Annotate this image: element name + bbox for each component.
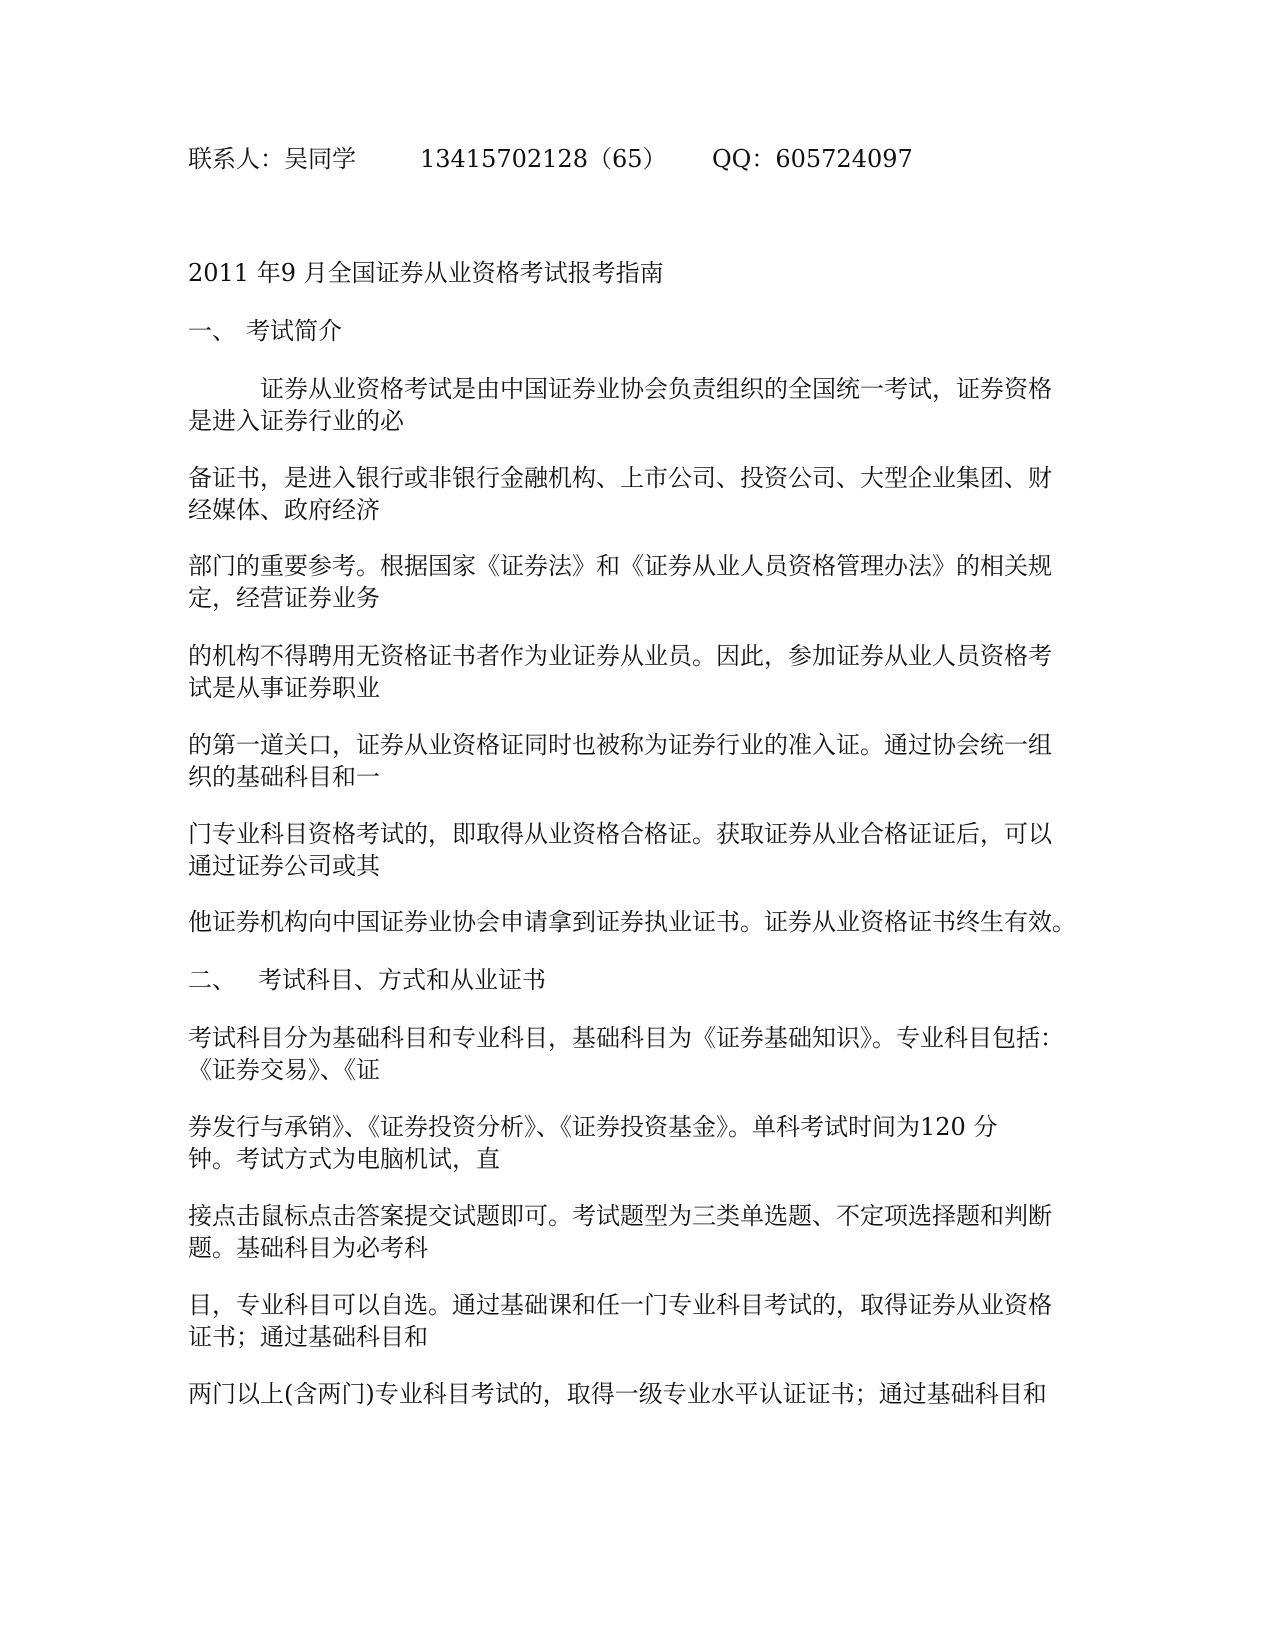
- paragraph: [188, 1378, 1088, 1410]
- text-line: 织的基础科目和一: [188, 763, 380, 791]
- contact-person: 联系人：吴同学: [188, 145, 356, 173]
- text-line: 两门以上(含两门)专业科目考试的，取得一级专业水平认证证书；通过基础科目和: [188, 1380, 1047, 1408]
- section-heading-2: [188, 964, 546, 996]
- paragraph: [188, 1200, 1088, 1264]
- text-line: 部门的重要参考。根据国家《证券法》和《证券从业人员资格管理办法》的相关规: [188, 552, 1052, 580]
- text-line: 备证书，是进入银行或非银行金融机构、上市公司、投资公司、大型企业集团、财: [188, 464, 1052, 492]
- paragraph: [188, 462, 1088, 526]
- paragraph: [188, 818, 1088, 882]
- paragraph: [188, 373, 1088, 437]
- text-line: 试是从事证券职业: [188, 674, 380, 702]
- text-line: 定，经营证券业务: [188, 584, 380, 612]
- contact-line: [188, 143, 1088, 175]
- text-line: 通过证券公司或其: [188, 852, 380, 880]
- section-title: 考试简介: [246, 317, 342, 345]
- contact-qq: QQ：605724097: [712, 145, 913, 173]
- paragraph: [188, 1022, 1088, 1086]
- text-line: 目，专业科目可以自选。通过基础课和任一门专业科目考试的，取得证券从业资格: [188, 1291, 1052, 1319]
- paragraph: [188, 906, 1088, 938]
- text-line: 经媒体、政府经济: [188, 496, 380, 524]
- text-line: 接点击鼠标点击答案提交试题即可。考试题型为三类单选题、不定项选择题和判断: [188, 1202, 1052, 1230]
- paragraph: [188, 729, 1088, 793]
- paragraph: [188, 640, 1088, 704]
- section-number: 二、: [188, 966, 236, 994]
- text-line: 题。基础科目为必考科: [188, 1234, 428, 1262]
- section-title: 考试科目、方式和从业证书: [258, 966, 546, 994]
- paragraph: [188, 1289, 1088, 1353]
- text-line: 的第一道关口，证券从业资格证同时也被称为证券行业的准入证。通过协会统一组: [188, 731, 1052, 759]
- text-line: 证书；通过基础科目和: [188, 1323, 428, 1351]
- document-title: 2011 年9 月全国证券从业资格考试报考指南: [188, 259, 664, 287]
- text-line: 证券从业资格考试是由中国证券业协会负责组织的全国统一考试，证券资格: [260, 375, 1052, 403]
- text-line: 考试科目分为基础科目和专业科目，基础科目为《证券基础知识》。专业科目包括：: [188, 1024, 1064, 1052]
- section-heading-1: [188, 315, 342, 347]
- text-line: 他证券机构向中国证券业协会申请拿到证券执业证书。证券从业资格证书终生有效。: [188, 908, 1076, 936]
- text-line: 钟。考试方式为电脑机试，直: [188, 1145, 500, 1173]
- text-line: 《证券交易》、《证: [188, 1056, 380, 1084]
- section-number: 一、: [188, 317, 236, 345]
- text-line: 门专业科目资格考试的，即取得从业资格合格证。获取证券从业合格证证后，可以: [188, 820, 1052, 848]
- contact-phone: 13415702128（65）: [420, 145, 667, 173]
- text-line: 是进入证券行业的必: [188, 407, 404, 435]
- paragraph: [188, 550, 1088, 614]
- paragraph: [188, 1111, 1088, 1175]
- text-line: 的机构不得聘用无资格证书者作为业证券从业员。因此，参加证券从业人员资格考: [188, 642, 1052, 670]
- text-line: 券发行与承销》、《证券投资分析》、《证券投资基金》。单科考试时间为120 分: [188, 1113, 998, 1141]
